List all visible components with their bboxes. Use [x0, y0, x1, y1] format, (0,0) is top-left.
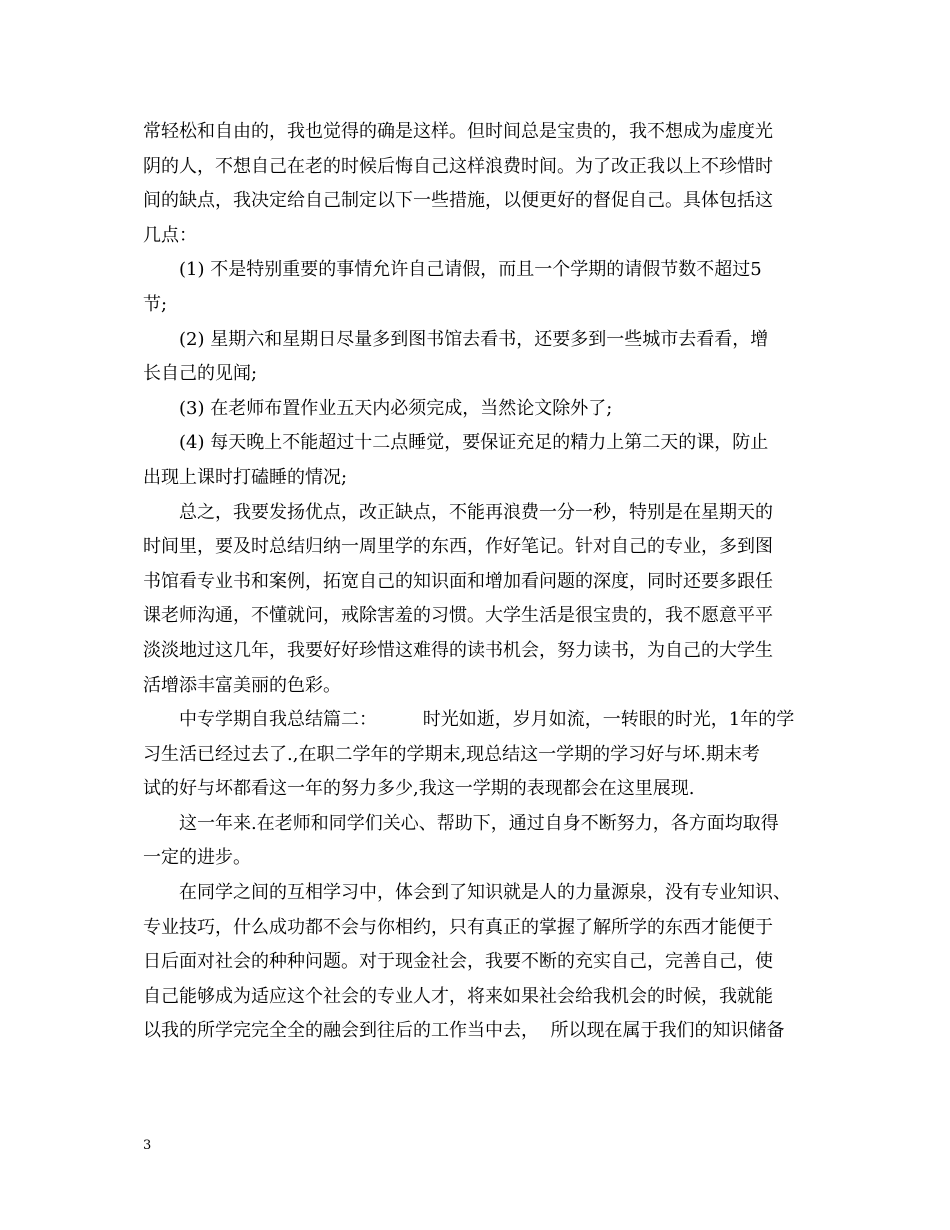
text-line: 常轻松和自由的，我也觉得的确是这样。但时间总是宝贵的，我不想成为虚度光	[143, 121, 773, 142]
text-line: 阴的人，不想自己在老的时候后悔自己这样浪费时间。为了改正我以上不珍惜时	[143, 155, 773, 177]
text-line: 书馆看专业书和案例，拓宽自己的知识面和增加看问题的深度，同时还要多跟任	[143, 570, 773, 592]
text-line: 以我的所学完完全全的融会到往后的工作当中去， 所以现在属于我们的知识储备	[143, 1020, 785, 1042]
text-line: 一定的进步。	[143, 847, 251, 869]
text-line: (3) 在老师布置作业五天内必须完成，当然论文除外了;	[179, 397, 613, 419]
text-line: (2) 星期六和星期日尽量多到图书馆去看书，还要多到一些城市去看看，增	[179, 328, 769, 350]
text-line: (4) 每天晚上不能超过十二点睡觉，要保证充足的精力上第二天的课，防止	[179, 432, 769, 454]
text-line: 淡淡地过这几年，我要好好珍惜这难得的读书机会，努力读书，为自己的大学生	[143, 639, 773, 661]
text-line: 课老师沟通，不懂就问，戒除害羞的习惯。大学生活是很宝贵的，我不愿意平平	[143, 605, 773, 627]
text-line: 习生活已经过去了.,在职二学年的学期末,现总结这一学期的学习好与坏.期末考	[143, 743, 760, 765]
text-line: 在同学之间的互相学习中，体会到了知识就是人的力量源泉，没有专业知识、	[179, 882, 791, 904]
text-line: 总之，我要发扬优点，改正缺点，不能再浪费一分一秒，特别是在星期天的	[179, 501, 773, 523]
text-line: 日后面对社会的种种问题。对于现金社会，我要不断的充实自己，完善自己，使	[143, 951, 773, 973]
page-number: 3	[143, 1138, 152, 1153]
text-line: 中专学期自我总结篇二： 时光如逝，岁月如流，一转眼的时光，1年的学	[179, 709, 795, 731]
text-line: 节;	[143, 293, 168, 315]
document-body	[143, 115, 811, 1049]
text-line: 时间里，要及时总结归纳一周里学的东西，作好笔记。针对自己的专业，多到图	[143, 536, 773, 558]
text-line: 专业技巧，什么成功都不会与你相约，只有真正的掌握了解所学的东西才能便于	[143, 916, 773, 938]
text-line: (1) 不是特别重要的事情允许自己请假，而且一个学期的请假节数不超过5	[179, 259, 762, 281]
text-line: 活增添丰富美丽的色彩。	[143, 674, 341, 696]
text-line: 这一年来.在老师和同学们关心、帮助下，通过自身不断努力，各方面均取得	[179, 812, 779, 834]
text-line: 出现上课时打磕睡的情况;	[143, 466, 348, 488]
text-line: 几点：	[143, 224, 197, 246]
text-line: 间的缺点，我决定给自己制定以下一些措施，以便更好的督促自己。具体包括这	[143, 190, 773, 212]
text-line: 自己能够成为适应这个社会的专业人才，将来如果社会给我机会的时候，我就能	[143, 985, 773, 1007]
text-line: 长自己的见闻;	[143, 363, 258, 385]
text-line: 试的好与坏都看这一年的努力多少,我这一学期的表现都会在这里展现.	[143, 778, 695, 800]
